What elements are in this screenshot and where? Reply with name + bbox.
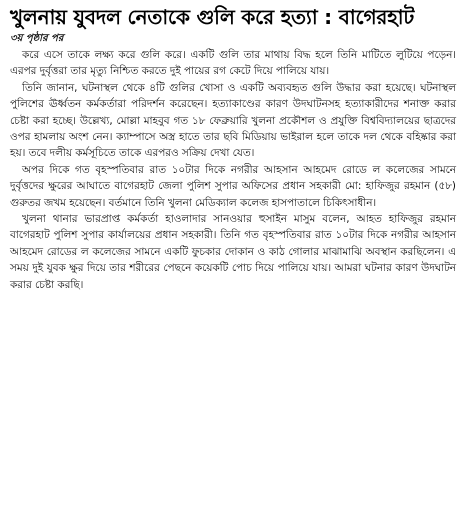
paragraph-2: তিনি জানান, ঘটনাস্থল থেকে ৪টি গুলির খোসা ও একটি অব্যবহৃত গুলি উদ্ধার করা হয়েছে। ঘটনাস্থল পুলিশের ঊর্ধ্বতন কর্মকর্তারা পরিদর্শন করেছেন। হত্যাকাণ্ডের কারণ উদঘাটনসহ হত্যাকারীদের শনাক্ত করার চেষ্টা করা হচ্ছে। উল্লেখ্য, মোল্লা মাহবুব গত ১৮ ফেব্রুয়ারি খুলনা প্রকৌশল ও প্রযুক্তি বিশ্ববিদ্যালয়ের ছাত্রদের ওপর হামলায় অংশ নেন। ক্যাম্পাসে অস্ত্র হাতে তার ছবি মিডিয়ায় ভাইরাল হলে তাকে দল থেকে বহিষ্কার করা হয়। তবে দলীয় কর্মসূচিতে তাকে এরপরও সক্রিয় দেখা যেত। — [10, 81, 456, 160]
headline: খুলনায় যুবদল নেতাকে গুলি করে হত্যা : বাগেরহাট — [10, 5, 415, 29]
continuation-note: ৩য় পৃষ্ঠার পর — [10, 33, 64, 44]
paragraph-4: খুলনা থানার ভারপ্রাপ্ত কর্মকর্তা হাওলাদার সানওয়ার হুসাইন মাসুম বলেন, আহত হাফিজুর রহমান বাগেরহাট পুলিশ সুপার কার্যালয়ের প্রধান সহকারী। তিনি গত বৃহস্পতিবার রাত ১০টার দিকে নগরীর আহসান আহমেদ রোডের ল কলেজের সামনে একটি ফুচকার দোকান ও কাঠ গোলার মাঝামাঝি অবস্থান করছিলেন। এ সময় দুই যুবক ক্ষুর দিয়ে তার শরীরের পেছনে কয়েকটি পোচ দিয়ে পালিয়ে যায়। আমরা ঘটনার কারণ উদঘাটন করার চেষ্টা করছি। — [10, 213, 456, 291]
paragraph-1: করে এসে তাকে লক্ষ্য করে গুলি করে। একটি গুলি তার মাথায় বিদ্ধ হলে তিনি মাটিতে লুটিয়ে পড়েন। এরপর দুর্বৃত্তরা তার মৃত্যু নিশ্চিত করতে দুই পায়ের রগ কেটে দিয়ে পালিয়ে যায়। — [10, 49, 456, 78]
paragraph-3: অপর দিকে গত বৃহস্পতিবার রাত ১০টার দিকে নগরীর আহসান আহমেদ রোডে ল কলেজের সামনে দুর্বৃত্তদের ক্ষুরের আঘাতে বাগেরহাট জেলা পুলিশ সুপার অফিসের প্রধান সহকারী মো: হাফিজুর রহমান (৫৮) গুরুতর জখম হয়েছেন। বর্তমানে তিনি খুলনা মেডিক্যাল কলেজ হাসপাতালে চিকিৎসাধীন। — [10, 163, 456, 209]
